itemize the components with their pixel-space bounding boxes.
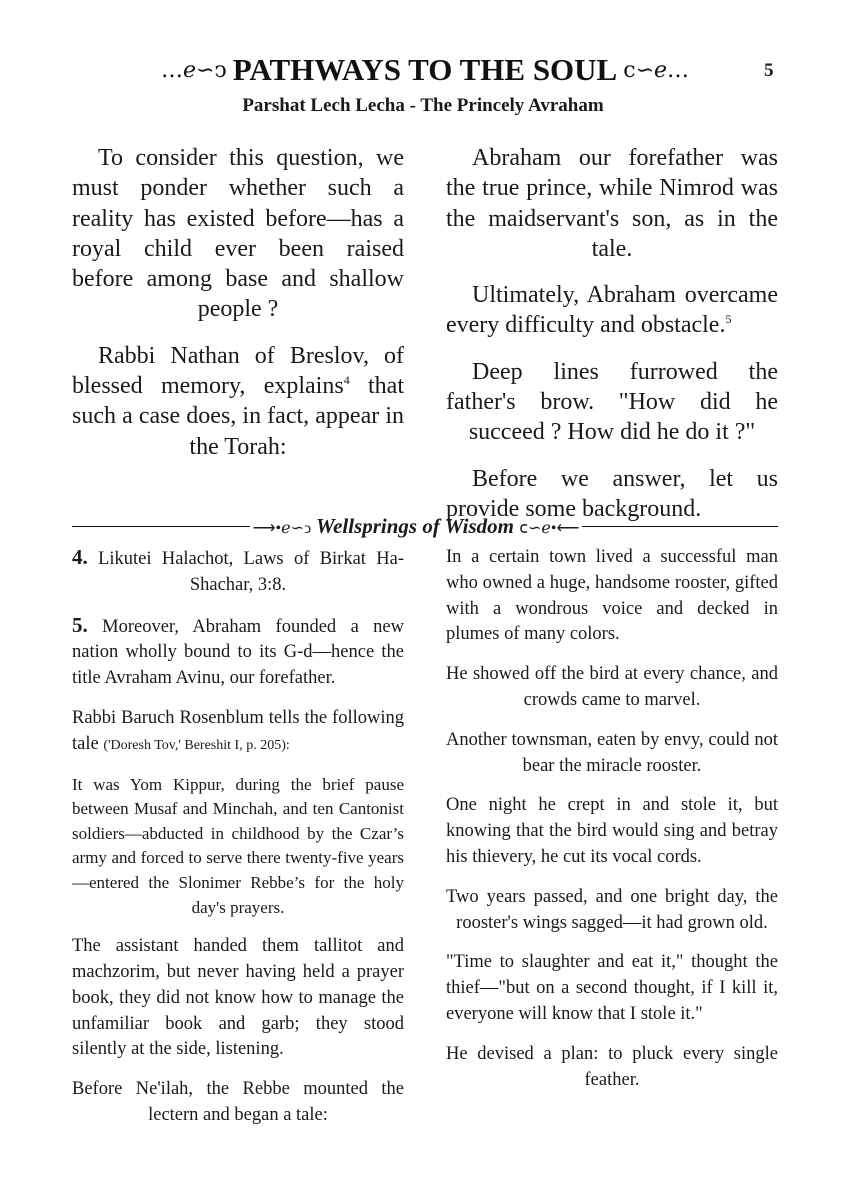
divider-title bbox=[250, 514, 582, 541]
footnote-ref-4[interactable]: 4 bbox=[343, 373, 350, 388]
title-row bbox=[130, 50, 720, 90]
tale-intro: Rabbi Baruch Rosenblum tells the following tale ('Doresh Tov,' Bereshit I, p. 205): bbox=[72, 707, 404, 754]
paragraph: Ultimately, Abraham overcame every difficulty and obstacle.$^5$ bbox=[446, 282, 778, 339]
divider-ornament-left-icon: ⟶•ℯ∽ↄ bbox=[252, 520, 312, 537]
section-divider bbox=[72, 514, 778, 538]
footnote-5: 5. Moreover, Abraham founded a new nation wholly bound to its G-d—hence the title Avraham Avinu, our forefather. bbox=[72, 612, 404, 689]
paragraph: Before Ne'ilah, the Rebbe mounted the lectern and began a tale: bbox=[72, 1079, 404, 1125]
paragraph: He devised a plan: to pluck every single feather. bbox=[446, 1043, 778, 1090]
divider-line-right bbox=[582, 526, 778, 527]
citation: ('Doresh Tov,' Bereshit I, p. 205): bbox=[103, 737, 290, 753]
paragraph: Abraham our forefather was the true prince, while Nimrod was the maidservant's son, as in the tale. bbox=[446, 145, 778, 262]
paragraph: He showed off the bird at every chance, and crowds came to marvel. bbox=[446, 664, 778, 710]
paragraph: Another townsman, eaten by envy, could not bear the miracle rooster. bbox=[446, 729, 778, 776]
main-right-column bbox=[446, 143, 778, 540]
chapter-subtitle: Parshat Lech Lecha - The Princely Avraham bbox=[242, 95, 604, 116]
divider-ornament-right-icon: ⅽ∽ℯ•⟵ bbox=[519, 520, 580, 537]
footnote-number: 5. bbox=[72, 612, 88, 637]
ornament-right-icon: ⅽ∽ℯ… bbox=[623, 57, 690, 83]
footnotes-right-column bbox=[446, 545, 778, 1107]
footnotes-left-column bbox=[72, 545, 404, 1143]
paragraph: In a certain town lived a successful man who owned a huge, handsome rooster, gifted with a wondrous voice and decked in plumes of many colors. bbox=[446, 547, 778, 645]
paragraph: To consider this question, we must ponder whether such a reality has existed before—has a royal child ever been raised before among base and shallow people ? bbox=[72, 145, 404, 323]
paragraph: "Time to slaughter and eat it," thought the thief—"but on a second thought, if I kill it, everyone will know that I stole it." bbox=[446, 952, 778, 1024]
divider-line-left bbox=[72, 526, 250, 527]
ornament-left-icon: …ℯ∽ↄ bbox=[160, 57, 227, 83]
paragraph: Two years passed, and one bright day, the rooster's wings sagged—it had grown old. bbox=[446, 886, 778, 933]
paragraph: Before we answer, let us provide some background. bbox=[446, 465, 778, 522]
main-left-column bbox=[72, 143, 404, 478]
footnote-4: 4. Likutei Halachot, Laws of Birkat Ha-Shachar, 3:8. bbox=[72, 545, 404, 595]
paragraph: One night he crept in and stole it, but knowing that the bird would sing and betray his thievery, he cut its vocal cords. bbox=[446, 795, 778, 867]
divider-label: Wellsprings of Wisdom bbox=[315, 514, 514, 538]
paragraph: It was Yom Kippur, during the brief pause between Musaf and Minchah, and ten Cantonist soldiers—abducted in childhood by the Czar’s army and forced to serve there twenty-five years—entered the Slonimer Rebbe’s for the holy day's prayers. bbox=[72, 774, 404, 917]
paragraph: Rabbi Nathan of Breslov, of blessed memory, explains$^4$ that such a case does, in fact, appear in the Torah: bbox=[72, 342, 404, 460]
running-title: PATHWAYS TO THE SOUL bbox=[232, 52, 618, 87]
paragraph: Deep lines furrowed the father's brow. "How did he succeed ? How did he do it ?" bbox=[446, 358, 778, 446]
footnote-ref-5[interactable]: 5 bbox=[725, 312, 732, 327]
footnote-number: 4. bbox=[72, 545, 88, 569]
page-number: 5 bbox=[764, 60, 774, 81]
paragraph: The assistant handed them tallitot and machzorim, but never having held a prayer book, they did not know how to manage the unfamiliar book and garb; they stood silently at the side, listening. bbox=[72, 936, 404, 1060]
